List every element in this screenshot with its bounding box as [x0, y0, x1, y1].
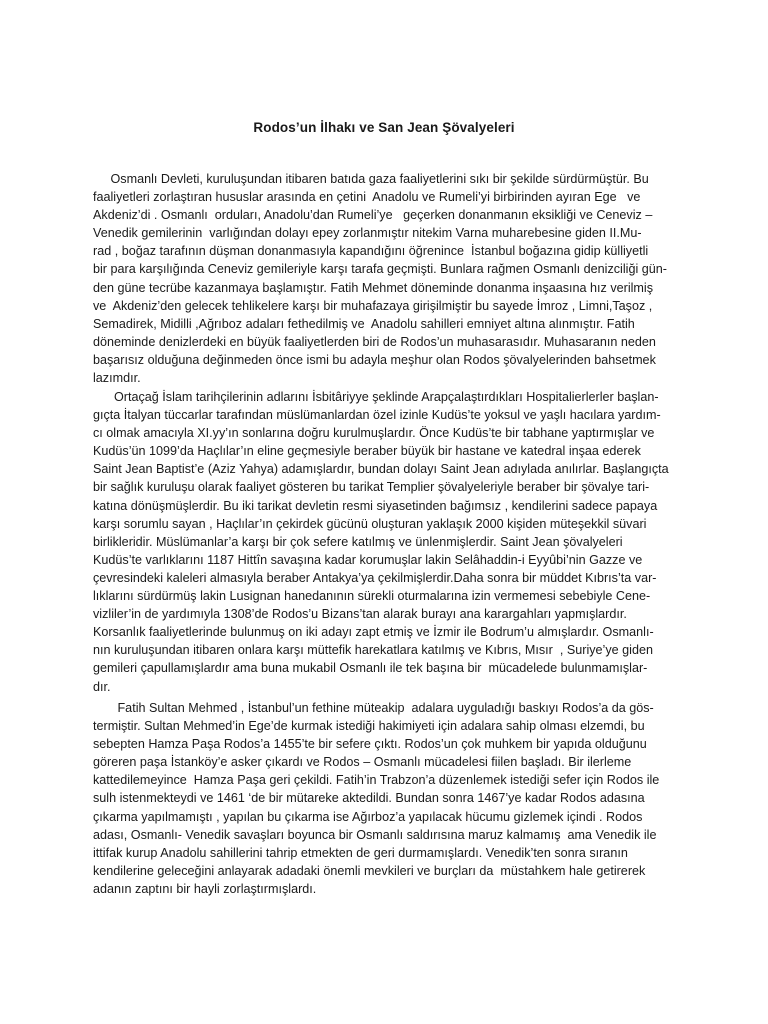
paragraph-line: başarısız olduğuna değinmeden önce ismi bu adayla meşhur olan Rodos şövalyelerinden bahsetmek	[93, 352, 656, 367]
paragraph-line: cı olmak amacıyla XI.yy’ın sonlarına doğru kurulmuşlardır. Önce Kudüs’te bir tabhane yaptırmışlar ve	[93, 426, 655, 441]
paragraph-line: kattedilemeyince Hamza Paşa geri çekildi. Fatih’in Trabzon’a düzenlemek istediği sefer için Rodos ile	[93, 773, 660, 788]
paragraph-line: gemileri çapullamışlardır ama buna mukabil Osmanlı ile tek başına bir mücadelede bulunmamışlar-	[93, 661, 648, 676]
paragraph-line: Akdeniz’di . Osmanlı orduları, Anadolu’dan Rumeli’ye geçerken donanmanın eksikliği ve Ceneviz –	[93, 208, 653, 223]
paragraph-line: ve Akdeniz’den gelecek tehlikelere karşı bir muhafazaya girişilmiştir bu sayede İmroz , Limni,Taşoz ,	[93, 298, 653, 313]
paragraph-line: dır.	[93, 679, 111, 694]
paragraph-line: lazımdır.	[93, 371, 141, 386]
paragraph-2	[93, 388, 676, 696]
paragraph-line: vizliler’in de yardımıyla 1308’de Rodos’u Bizans’tan alarak burayı ana karargahları yapmışlardır.	[93, 607, 627, 622]
paragraph-line: lıklarını sürdürmüş lakin Lusignan hanedanının sürekli oturmalarına izin vermemesi sebebiyle Cene-	[93, 589, 651, 604]
page-title: Rodos’un İlhakı ve San Jean Şövalyeleri	[253, 120, 515, 135]
paragraph-line: çevresindeki kaleleri almasıyla beraber Antakya’ya çekilmişlerdir.Daha sonra bir müddet Kıbrıs’ta var-	[93, 570, 657, 585]
paragraph-line: bir para karşılığında Ceneviz gemileriyle karşı tarafa geçmişti. Bunlara rağmen Osmanlı denizciliği gün-	[93, 262, 667, 277]
paragraph-line: Venedik gemilerinin varlığından dolayı epey zorlanmıştır nitekim Varna muharebesine giden II.Mu-	[93, 226, 642, 241]
paragraph-line: döneminde denizlerdeki en büyük faaliyetlerden biri de Rodos’un muhasarasıdır. Muhasaranın neden	[93, 334, 656, 349]
paragraph-line: ittifak kurup Anadolu sahillerini tahrip etmekten de geri durmamışlardı. Venedik’ten sonra sıranın	[93, 845, 628, 860]
paragraph-line: rad , boğaz tarafının düşman donanmasıyla kapandığını öğrenince İstanbul boğazına gidip külliyetli	[93, 244, 649, 259]
paragraph-line: birlikleridir. Müslümanlar’a karşı bir çok sefere katılmış ve ünlenmişlerdir. Saint Jean şövalyeleri	[93, 534, 623, 549]
paragraph-line: çıkarma yapılmamıştı , yapılan bu çıkarma ise Ağırboz’a yapılacak hücumu gizlemek içindi . Rodos	[93, 809, 643, 824]
paragraph-1	[93, 170, 676, 387]
paragraph-line: adası, Osmanlı- Venedik savaşları boyunca bir Osmanlı saldırısına maruz kalmamış ama Venedik ile	[93, 827, 657, 842]
paragraph-3	[93, 699, 676, 898]
paragraph-line: faaliyetleri zorlaştıran hususlar arasında en çetini Anadolu ve Rumeli’yi birbirinden ayıran Ege ve	[93, 190, 641, 205]
paragraph-line: kendilerine geleceğini anlayarak adadaki önemli mevkileri ve burçları da müstahkem hale getirerek	[93, 863, 646, 878]
paragraph-line: sulh istenmekteydi ve 1461 ‘de bir mütareke aktedildi. Bundan sonra 1467’ye kadar Rodos adasına	[93, 791, 645, 806]
paragraph-line: Semadirek, Midilli ,Ağrıboz adaları fethedilmiş ve Anadolu sahilleri emniyet altına alınmıştır. Fatih	[93, 316, 635, 331]
paragraph-line: göreren paşa İstanköy’e asker çıkardı ve Rodos – Osmanlı mücadelesi fiilen başladı. Bir ilerleme	[93, 755, 632, 770]
paragraph-line: Ortaçağ İslam tarihçilerinin adlarını İsbitâriyye şeklinde Arapçalaştırdıkları Hospitalierlerler başlan-	[93, 390, 659, 404]
paragraph-line: Saint Jean Baptist’e (Aziz Yahya) adamışlardır, bundan dolayı Saint Jean adıylada anılırlar. Başlangıçta	[93, 462, 669, 477]
paragraph-line: sebepten Hamza Paşa Rodos’a 1455’te bir sefere çıktı. Rodos’un çok muhkem bir yapıda olduğunu	[93, 737, 647, 752]
paragraph-line: nın kuruluşundan itibaren onlara karşı müttefik harekatlara katılmış ve Kıbrıs, Mısır , Suriye’ye giden	[93, 643, 653, 658]
paragraph-line: gıçta İtalyan tüccarlar tarafından müslümanlardan özel izinle Kudüs’te yoksul ve yaşlı hacılara yardım-	[93, 408, 661, 423]
paragraph-line: Kudüs’ün 1099’da Haçlılar’ın eline geçmesiyle beraber büyük bir hastane ve katedral inşaa ederek	[93, 444, 641, 459]
paragraph-line: karşı sorumlu sayan , Haçlılar’ın çekirdek gücünü oluşturan yaklaşık 2000 kişiden müteşekkil süvari	[93, 516, 647, 531]
paragraph-line: bir sağlık kuruluşu olarak faaliyet gösteren bu tarikat Templier şövalyeleriyle beraber bir şövalye tari-	[93, 480, 650, 495]
paragraph-line: katına dönüşmüşlerdir. Bu iki tarikat devletin resmi siyasetinden bağımsız , kendilerini sadece papaya	[93, 498, 658, 513]
paragraph-line: Kudüs’te varlıklarını 1187 Hittîn savaşına kadar korumuşlar lakin Selâhaddin-i Eyyûbi’nin Gazze ve	[93, 552, 643, 567]
paragraph-line: Fatih Sultan Mehmed , İstanbul’un fethine müteakip adalara uyguladığı baskıyı Rodos’a da gös-	[93, 701, 654, 715]
paragraph-line: Korsanlık faaliyetlerinde bulunmuş on iki adayı zapt etmiş ve İzmir ile Bodrum’u almışlardır. Osmanlı-	[93, 625, 654, 640]
paragraph-line: den güne tecrübe kazanmaya başlamıştır. Fatih Mehmet döneminde donanma inşaasına hız verilmiş	[93, 280, 654, 295]
paragraph-line: Osmanlı Devleti, kuruluşundan itibaren batıda gaza faaliyetlerini sıkı bir şekilde sürdürmüştür. Bu	[93, 172, 649, 186]
paragraph-line: adanın zaptını bir hayli zorlaştırmışlardı.	[93, 881, 317, 896]
paragraph-line: termiştir. Sultan Mehmed’in Ege’de kurmak istediği hakimiyeti için adalara sahip olması elzemdi, bu	[93, 719, 645, 734]
